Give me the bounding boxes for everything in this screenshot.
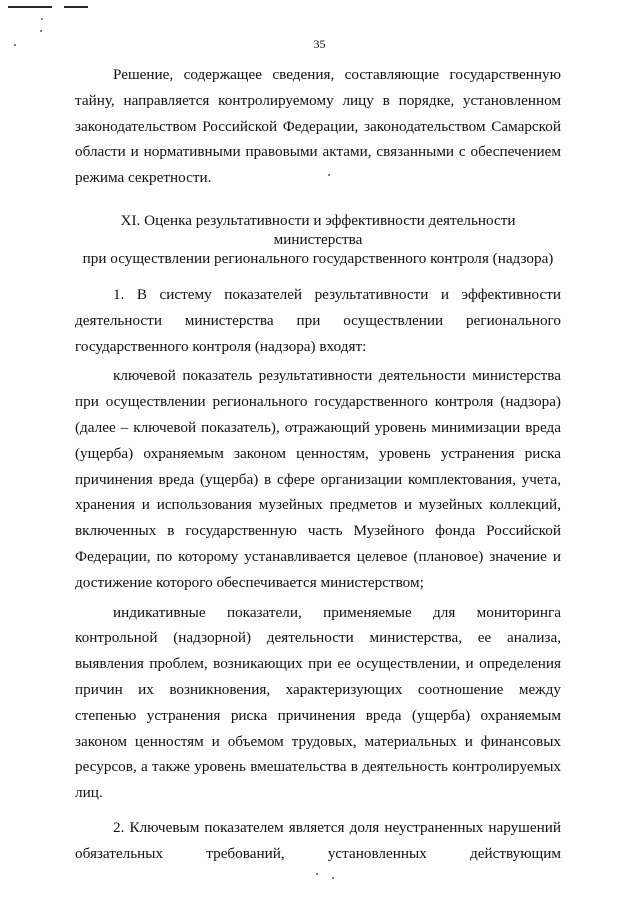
scan-speck bbox=[316, 873, 318, 875]
paragraph-key-indicator: ключевой показатель результативности деятельности министерства при осуществлении регионального государственного контроля (надзора) (далее – ключевой показатель), отражающий уровень минимизации вреда (ущерба) охраняемым законом ценностям, уровень устранения риска причинения вреда (ущерба) в сфере организации комплектования, учета, хранения и использования музейных предметов и музейных коллекций, включенных в государственную часть Музейного фонда Российской Федерации, по которому устанавливается целевое (плановое) значение и достижение которого обеспечивается министерством; bbox=[75, 367, 561, 591]
scan-speck bbox=[41, 18, 43, 20]
scan-speck bbox=[332, 877, 334, 879]
section-heading-line-1: XI. Оценка результативности и эффективности деятельности министерства bbox=[120, 211, 516, 248]
paragraph-secrecy-decision: Решение, содержащее сведения, составляющие государственную тайну, направляется контролируемому лицу в порядке, установленном законодательством Российской Федерации, законодательством Самарской области и нормативными правовыми актами, связанными с обеспечением режима секретности. bbox=[75, 66, 561, 187]
document-body bbox=[75, 62, 561, 867]
paragraph-key-indicator-share: 2. Ключевым показателем является доля неустраненных нарушений обязательных требований, установленных действующим bbox=[75, 818, 561, 862]
section-heading-line-2: при осуществлении регионального государственного контроля (надзора) bbox=[82, 249, 554, 267]
page-number: 35 bbox=[313, 37, 326, 51]
paragraph-indicative-indicators: индикативные показатели, применяемые для мониторинга контрольной (надзорной) деятельности министерства, ее анализа, выявления проблем, возникающих при ее осуществлении, и определения причин их возникновения, характеризующих соотношение между степенью устранения риска причинения вреда (ущерба) охраняемым законом ценностям и объемом трудовых, материальных и финансовых ресурсов, а также уровень вмешательства в деятельность контролируемых лиц. bbox=[75, 603, 561, 802]
scan-edge-mark bbox=[64, 6, 88, 8]
scan-edge-mark bbox=[8, 6, 52, 8]
section-heading bbox=[75, 211, 561, 268]
scan-speck bbox=[40, 30, 42, 32]
paragraph-indicator-system: 1. В систему показателей результативности и эффективности деятельности министерства при осуществлении регионального государственного контроля (надзора) входят: bbox=[75, 285, 561, 355]
